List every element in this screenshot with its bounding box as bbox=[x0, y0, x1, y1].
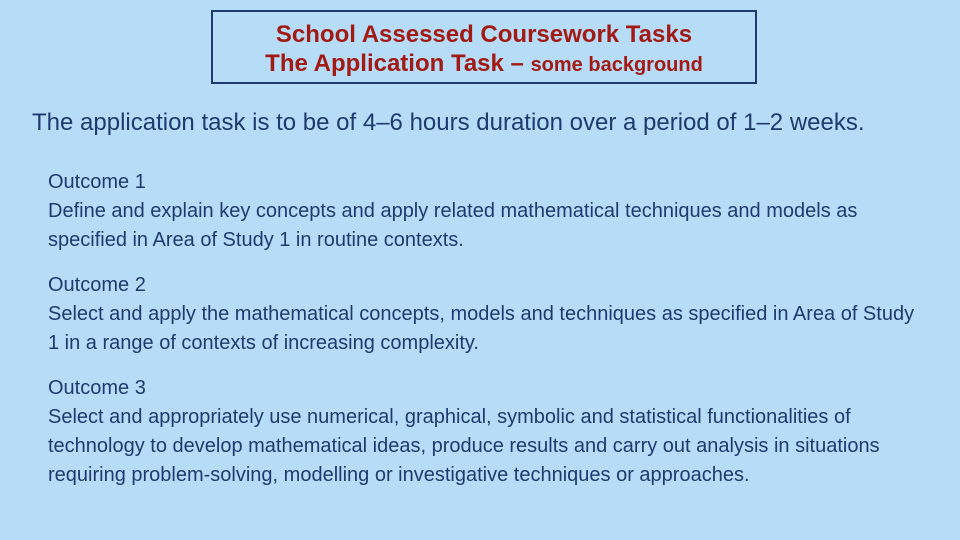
outcome-text: Define and explain key concepts and apply related mathematical techniques and models as specified in Area of Study 1 in routine contexts. bbox=[48, 200, 858, 251]
outcome-title: Outcome 1 bbox=[48, 171, 146, 193]
subtitle-sub: some background bbox=[530, 54, 703, 76]
title-box bbox=[211, 10, 757, 84]
outcome-text: Select and apply the mathematical concepts, models and techniques as specified in Area of Study 1 in a range of contexts of increasing complexity. bbox=[48, 303, 915, 354]
subtitle-main: The Application Task – bbox=[265, 50, 531, 77]
outcome-title: Outcome 2 bbox=[48, 274, 146, 296]
outcome-title: Outcome 3 bbox=[48, 377, 146, 399]
outcome-item-2 bbox=[48, 271, 928, 358]
intro-text: The application task is to be of 4–6 hours duration over a period of 1–2 weeks. bbox=[32, 109, 865, 136]
outcome-text: Select and appropriately use numerical, graphical, symbolic and statistical functionalities of technology to develop mathematical ideas, produce results and carry out analysis in situations requiring problem-solving, modelling or investigative techniques or approaches. bbox=[48, 406, 880, 486]
slide-subtitle bbox=[213, 49, 755, 80]
outcome-item-1 bbox=[48, 168, 928, 255]
outcome-item-3 bbox=[48, 374, 928, 490]
slide-title: School Assessed Coursework Tasks bbox=[275, 21, 693, 48]
outcomes-list bbox=[48, 168, 928, 506]
